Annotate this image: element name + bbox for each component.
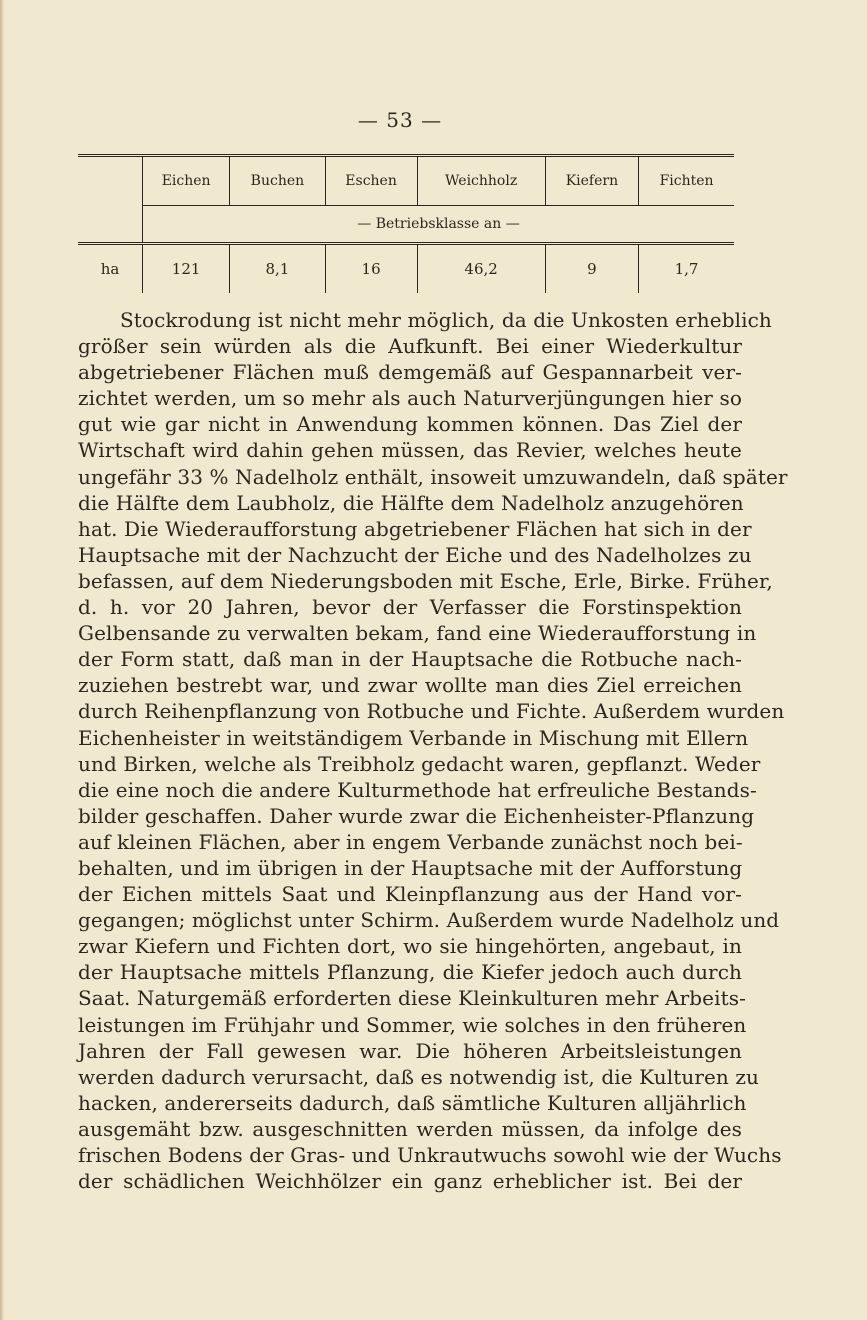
text-line: zwar Kiefern und Fichten dort, wo sie hingehörten, angebaut, in: [78, 934, 742, 959]
column-header-buchen: Buchen: [230, 156, 325, 206]
text-line: der schädlichen Weichhölzer ein ganz erheblicher ist. Bei der: [78, 1169, 742, 1194]
text-line: bilder geschaffen. Daher wurde zwar die Eichenheister-Pflanzung: [78, 803, 755, 828]
text-line: werden dadurch verursacht, daß es notwendig ist, die Kulturen zu: [78, 1064, 759, 1089]
text-line: Wirtschaft wird dahin gehen müssen, das Revier, welches heute: [78, 438, 742, 463]
text-line: frischen Bodens der Gras- und Unkrautwuchs sowohl wie der Wuchs: [78, 1143, 782, 1167]
page-edge: [0, 0, 4, 1320]
text-line: der Hauptsache mittels Pflanzung, die Kiefer jedoch auch durch: [78, 960, 742, 985]
text-line: Gelbensande zu verwalten bekam, fand eine Wiederaufforstung in: [78, 621, 757, 646]
text-line: Saat. Naturgemäß erforderten diese Kleinkulturen mehr Arbeits-: [78, 986, 746, 1011]
column-header-fichten: Fichten: [639, 156, 734, 206]
text-line: Eichenheister in weitständigem Verbande in Mischung mit Ellern: [78, 725, 749, 750]
value-fichten: 1,7: [639, 244, 734, 294]
text-line: die eine noch die andere Kulturmethode hat erfreuliche Bestands-: [78, 777, 757, 802]
table-subheading: — Betriebsklasse an —: [143, 206, 735, 244]
text-line: gut wie gar nicht in Anwendung kommen können. Das Ziel der: [78, 412, 742, 437]
text-line: auf kleinen Flächen, aber in engem Verbande zunächst noch bei-: [78, 829, 743, 854]
body-paragraph: [78, 307, 788, 1194]
text-line: hacken, andererseits dadurch, daß sämtliche Kulturen alljährlich: [78, 1090, 747, 1115]
text-line: und Birken, welche als Treibholz gedacht waren, gepflanzt. Weder: [78, 751, 761, 776]
value-weichholz: 46,2: [417, 244, 545, 294]
column-header-weichholz: Weichholz: [417, 156, 545, 206]
text-line: zichtet werden, um so mehr als auch Naturverjüngungen hier so: [78, 386, 742, 411]
column-header-kiefern: Kiefern: [545, 156, 638, 206]
text-line: befassen, auf dem Niederungsboden mit Esche, Erle, Birke. Früher,: [78, 568, 773, 593]
value-kiefern: 9: [545, 244, 638, 294]
page-number: — 53 —: [357, 108, 443, 132]
text-line: zuziehen bestrebt war, und zwar wollte man dies Ziel erreichen: [78, 673, 742, 698]
text-line: d. h. vor 20 Jahren, bevor der Verfasser die Forstinspektion: [78, 595, 742, 620]
text-line: Stockrodung ist nicht mehr möglich, da die Unkosten erheblich: [120, 308, 772, 332]
column-header-eschen: Eschen: [325, 156, 417, 206]
value-eschen: 16: [325, 244, 417, 294]
text-line: leistungen im Frühjahr und Sommer, wie solches in den früheren: [78, 1012, 747, 1037]
table-corner-cell-lower: [78, 206, 143, 244]
text-line: ausgemäht bzw. ausgeschnitten werden müssen, da infolge des: [78, 1116, 742, 1141]
text-line: hat. Die Wiederaufforstung abgetriebener Flächen hat sich in der: [78, 516, 752, 541]
text-line: abgetriebener Flächen muß demgemäß auf Gespannarbeit ver-: [78, 360, 742, 385]
text-line: Jahren der Fall gewesen war. Die höheren Arbeitsleistungen: [78, 1038, 742, 1063]
text-line: größer sein würden als die Aufkunft. Bei einer Wiederkultur: [78, 334, 742, 359]
forest-area-table: [78, 154, 734, 293]
text-line: durch Reihenpflanzung von Rotbuche und Fichte. Außerdem wurden: [78, 699, 785, 724]
text-line: der Form statt, daß man in der Hauptsache die Rotbuche nach-: [78, 647, 742, 672]
text-line: ungefähr 33 % Nadelholz enthält, insoweit umzuwandeln, daß später: [78, 464, 788, 489]
text-line: Hauptsache mit der Nachzucht der Eiche und des Nadelholzes zu: [78, 542, 752, 567]
value-eichen: 121: [143, 244, 230, 294]
text-line: gegangen; möglichst unter Schirm. Außerdem wurde Nadelholz und: [78, 908, 780, 933]
text-line: der Eichen mittels Saat und Kleinpflanzung aus der Hand vor-: [78, 882, 742, 907]
table-subheading-row: [78, 206, 734, 244]
column-header-eichen: Eichen: [143, 156, 230, 206]
text-line: behalten, und im übrigen in der Hauptsache mit der Aufforstung: [78, 855, 743, 880]
text-line: die Hälfte dem Laubholz, die Hälfte dem Nadelholz anzugehören: [78, 490, 744, 515]
value-buchen: 8,1: [230, 244, 325, 294]
table-header-row: [78, 156, 734, 206]
row-label: ha: [78, 244, 143, 294]
table-row: [78, 244, 734, 294]
table-corner-cell: [78, 156, 143, 206]
